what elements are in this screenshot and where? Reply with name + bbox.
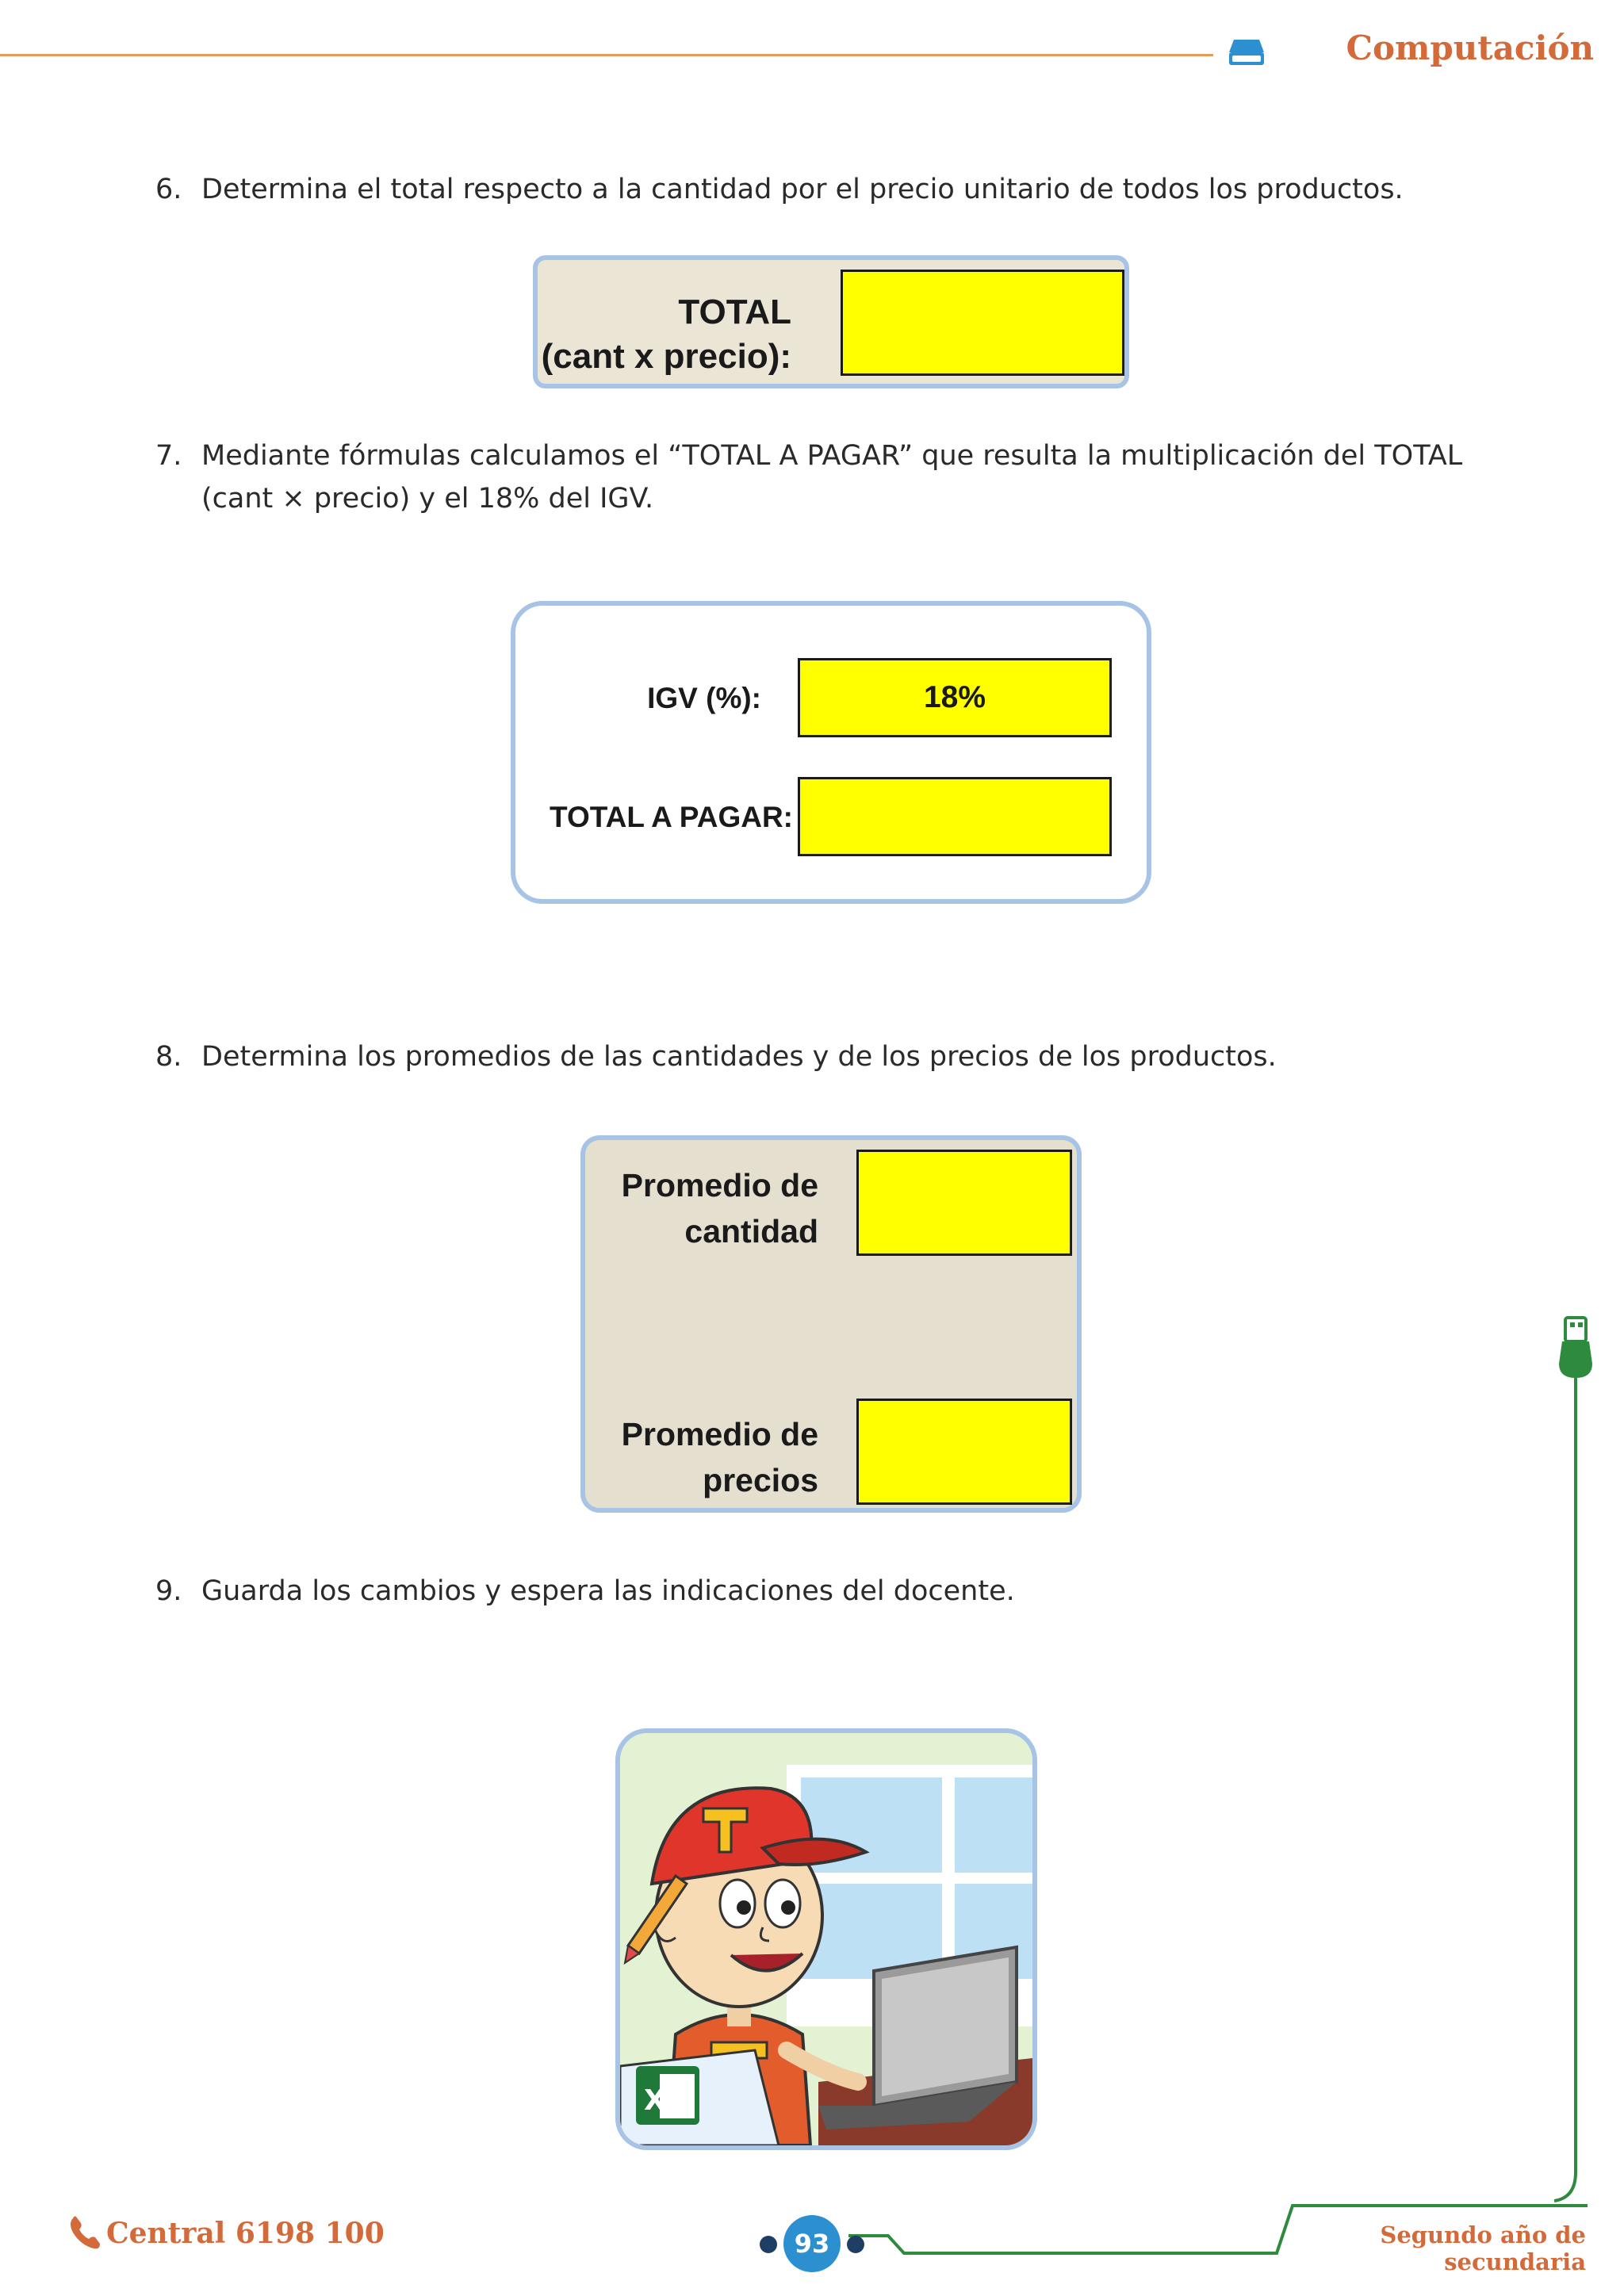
step-number: 6.: [155, 174, 182, 205]
step-7: [155, 434, 1551, 530]
step-number: 8.: [155, 1041, 182, 1073]
footer-phone: Central 6198 100: [106, 2217, 385, 2250]
total-cell[interactable]: [841, 270, 1124, 376]
hard-drive-icon: [1228, 38, 1266, 68]
step-6: [155, 168, 1551, 216]
step-text: Determina el total respecto a la cantidad por el precio unitario de todos los productos.: [201, 174, 1404, 205]
total-pagar-label: TOTAL A PAGAR:: [550, 801, 793, 833]
svg-text:X: X: [644, 2084, 666, 2117]
usb-cable-decoration: [1554, 1308, 1624, 2291]
step-number: 7.: [155, 440, 182, 472]
promedio-cantidad-label: Promedio de cantidad: [621, 1167, 818, 1249]
footer-grade: Segundo año de secundaria: [1380, 2221, 1586, 2275]
total-pagar-cell[interactable]: [798, 777, 1112, 856]
total-label: TOTAL (cant x precio):: [541, 293, 791, 376]
step-number: 9.: [155, 1575, 182, 1607]
student-illustration: [615, 1728, 1037, 2150]
promedio-cantidad-cell[interactable]: [856, 1150, 1072, 1256]
step-8: [155, 1035, 1551, 1083]
step-text: Guarda los cambios y espera las indicaciones del docente.: [201, 1575, 1015, 1607]
igv-cell[interactable]: 18%: [798, 658, 1112, 737]
promedio-precios-cell[interactable]: [856, 1399, 1072, 1505]
promedio-precios-label: Promedio de precios: [621, 1416, 818, 1498]
header-title: Computación: [1346, 29, 1594, 67]
promedios-box: [580, 1135, 1082, 1513]
page-dot-left: [760, 2236, 777, 2253]
phone-icon: [68, 2215, 102, 2250]
igv-label: IGV (%):: [647, 682, 761, 714]
step-text-line2: (cant × precio) y el 18% del IGV.: [201, 483, 654, 515]
page-number: 93: [783, 2215, 841, 2272]
step-text-line1: Mediante fórmulas calculamos el “TOTAL A PAGAR” que resulta la multiplicación del TOTAL: [201, 440, 1463, 472]
page-dot-right: [847, 2236, 864, 2253]
total-box: [533, 255, 1129, 388]
student-at-laptop-image: [620, 1733, 1032, 2145]
step-9: [155, 1570, 1551, 1617]
igv-box: [511, 601, 1151, 904]
header-rule: [0, 54, 1213, 56]
step-text: Determina los promedios de las cantidades y de los precios de los productos.: [201, 1041, 1277, 1073]
